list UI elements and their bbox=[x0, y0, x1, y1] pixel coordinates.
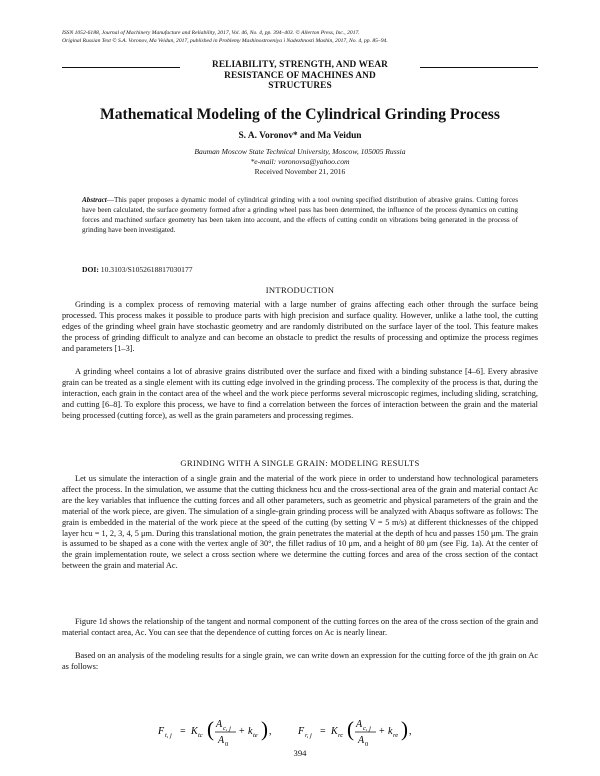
formula-plus-1: + bbox=[239, 726, 245, 737]
formula-kte-sub: te bbox=[253, 732, 258, 739]
formula-ft-sub: t, j bbox=[165, 732, 172, 739]
formula-fr: F bbox=[298, 726, 305, 737]
formula-a0-2: A bbox=[358, 735, 365, 746]
formula-comma-1: , bbox=[269, 726, 272, 737]
formula-rparen-2: ) bbox=[401, 717, 408, 741]
formula-lparen-1: ( bbox=[207, 717, 214, 741]
formula-kre: k bbox=[388, 726, 393, 737]
formula-a0-sub: 0 bbox=[225, 741, 229, 748]
formula-acj-2-sub: c, j bbox=[363, 725, 371, 732]
formula-ft: F bbox=[158, 726, 165, 737]
doi bbox=[82, 265, 193, 274]
formula-kre-sub: re bbox=[393, 732, 399, 739]
formula-acj: A bbox=[216, 719, 223, 730]
email: *e-mail: voronovsa@yahoo.com bbox=[250, 157, 350, 166]
formula-rparen-1: ) bbox=[261, 717, 268, 741]
left-rule bbox=[62, 67, 180, 68]
abstract-text: —This paper proposes a dynamic model of cylindrical grinding with a tool owning specified distribution of abrasive grains. Cutting forces have been calculated, the surface geometry formed after a grinding wheel pass has been determined, the influence of the process dynamics on cutting forces and machined surface geometry has been taken into account, and the effects of cutting condit on vibrations being generated in the process of grinding have been investigated. bbox=[82, 196, 518, 234]
original-text-note: Original Russian Text © S.A. Voronov, Ma Veidun, 2017, published in Problemy Mashinostroeniya i Nadezhnosti Mashin, 2017, No. 4, pp. 85–94. bbox=[62, 38, 388, 44]
paper-title: Mathematical Modeling of the Cylindrical Grinding Process bbox=[100, 106, 500, 123]
formula-plus-2: + bbox=[379, 726, 385, 737]
journal-citation: ISSN 1052-6188, Journal of Machinery Manufacture and Reliability, 2017, Vol. 46, No. 4, pp. 394–403. © Allerton Press, Inc., 2017. bbox=[62, 30, 360, 36]
formula-a0: A bbox=[218, 735, 225, 746]
intro-paragraph-1: Grinding is a complex process of removing material with a large number of grains affecting each other through the surface being processed. This process makes it possible to produce parts with high precision and surface quality. However, unlike a lathe tool, the cutting edges of the grinding wheel grain have stochastic geometry and are randomly distributed on the surface layer of the tool. This feature makes the process of grinding difficult to analyze and can become an obstacle to predict the results of processing and optimize the process regimes and parameters [1–3]. bbox=[62, 300, 538, 353]
formula-krc: K bbox=[331, 726, 338, 737]
cutting-force-formula bbox=[150, 712, 450, 752]
intro-paragraph-2: A grinding wheel contains a lot of abrasive grains distributed over the surface and fixed with a binding substance [4–6]. Every abrasive grain can be treated as a single element with its cutting edge involved in the grinding process. The complexity of the process is that, during the interaction, each grain in the contact area of the wheel and the work piece performs several microscopic regimes, including sliding, scratching, and cutting [6–8]. To explore this process, we have to find a correlation between the forces of interaction between the grain and the material being processed (cutting force), as well as the grain parameters and processing regimes. bbox=[62, 367, 538, 420]
right-rule bbox=[420, 67, 538, 68]
formula-lparen-2: ( bbox=[347, 717, 354, 741]
formula-eq-2: = bbox=[320, 726, 326, 737]
received-date: Received November 21, 2016 bbox=[254, 167, 346, 176]
abstract bbox=[82, 196, 518, 236]
authors: S. A. Voronov* and Ma Veidun bbox=[238, 131, 362, 141]
formula-krc-sub: rc bbox=[338, 732, 344, 739]
section-heading-band bbox=[62, 60, 538, 91]
formula-acj-sub: c, j bbox=[223, 725, 231, 732]
formula-ktc: K bbox=[191, 726, 198, 737]
formula-ktc-sub: tc bbox=[198, 732, 203, 739]
single-grain-paragraph-3: Based on an analysis of the modeling results for a single grain, we can write down an expression for the cutting force of the jth grain on Ac as follows: bbox=[62, 651, 538, 671]
institution: Bauman Moscow State Technical University, Moscow, 105005 Russia bbox=[194, 147, 406, 156]
section-heading: RELIABILITY, STRENGTH, AND WEAR RESISTANCE OF MACHINES AND STRUCTURES bbox=[212, 60, 388, 91]
single-grain-paragraph-1: Let us simulate the interaction of a single grain and the material of the work piece in order to understand how technological parameters affect the process. In the simulation, we assume that the cutting thickness hcu and the cross-sectional area of the grain and material contact Ac are the key variables that influence the cutting forces and all other parameters, such as geometric and physical parameters of the grain and the material of the work piece, are given. The simulation of a single-grain grinding process will be analyzed with Abaqus software as follows: The grain is embedded in the material of the work piece at the speed of the cutting (by setting V = 5 m/s) at different thicknesses of the chipped layer hcu = 1, 2, 3, 4, 5 μm. During this translational motion, the grain penetrates the material at the depth of hcu and passes 150 μm. The grain is assumed to be shaped as a cone with the vertex angle of 30°, the fillet radius of 10 μm, and a height of 80 μm (see Fig. 1a). At the center of the grain implementation route, we select a cross section where we determine the cutting forces and area of the cross section of the contact between the grain and material Ac. bbox=[62, 474, 538, 571]
formula-eq-1: = bbox=[180, 726, 186, 737]
doi-label: DOI: bbox=[82, 265, 99, 274]
formula-kte: k bbox=[248, 726, 253, 737]
affiliation bbox=[60, 147, 540, 177]
formula-a0-2-sub: 0 bbox=[365, 741, 369, 748]
single-grain-paragraph-2: Figure 1d shows the relationship of the tangent and normal component of the cutting forces on the area of the cross section of the grain and material contact area, Ac. You can see that the dependence of cutting forces on Ac is nearly linear. bbox=[62, 617, 538, 637]
page-number: 394 bbox=[293, 748, 307, 758]
abstract-label: Abstract bbox=[82, 196, 107, 204]
doi-value: 10.3103/S1052618817030177 bbox=[100, 265, 193, 274]
formula-fr-sub: r, j bbox=[305, 732, 312, 739]
intro-heading: INTRODUCTION bbox=[265, 285, 335, 295]
formula-acj-2: A bbox=[356, 719, 363, 730]
single-grain-heading: GRINDING WITH A SINGLE GRAIN: MODELING RESULTS bbox=[180, 458, 420, 468]
formula-comma-2: , bbox=[409, 726, 412, 737]
